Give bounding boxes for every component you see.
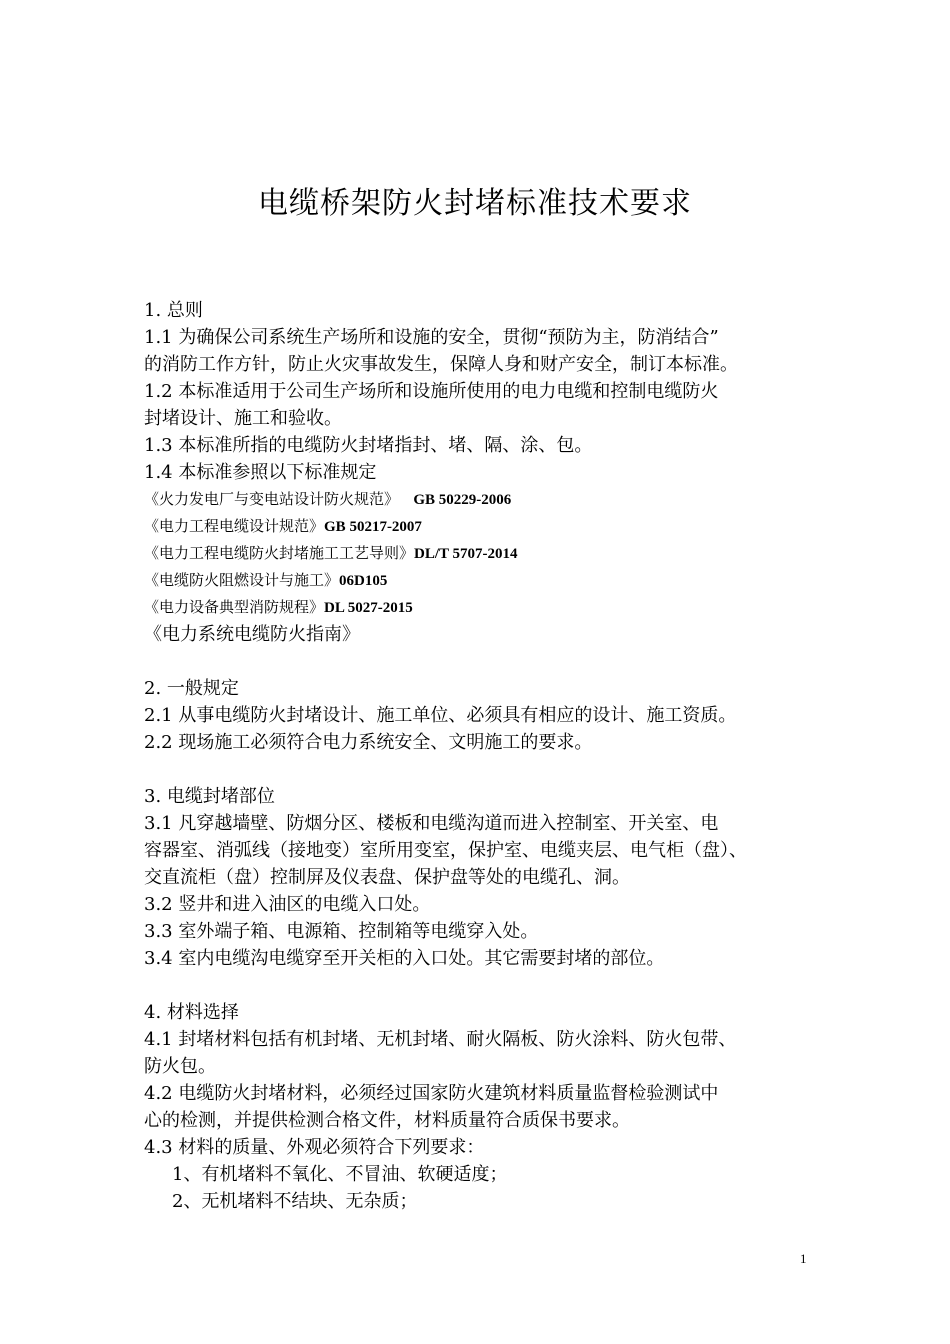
section-heading: 3. 电缆封堵部位 bbox=[144, 786, 275, 807]
paragraph-line: 3.4 室内电缆沟电缆穿至开关柜的入口处。其它需要封堵的部位。 bbox=[144, 948, 665, 969]
spacer bbox=[144, 756, 824, 783]
paragraph-line: 封堵设计、施工和验收。 bbox=[144, 408, 342, 429]
paragraph-line: 1.3 本标准所指的电缆防火封堵指封、堵、隔、涂、包。 bbox=[144, 435, 593, 456]
reference-code: DL 5027-2015 bbox=[324, 600, 413, 616]
reference-item bbox=[144, 594, 824, 621]
paragraph-line: 1.4 本标准参照以下标准规定 bbox=[144, 462, 377, 483]
paragraph-line: 容器室、消弧线（接地变）室所用变室，保护室、电缆夹层、电气柜（盘）、 bbox=[144, 840, 747, 861]
spacer bbox=[144, 648, 824, 675]
paragraph-line: 的消防工作方针，防止火灾事故发生，保障人身和财产安全，制订本标准。 bbox=[144, 354, 738, 375]
paragraph-line: 交直流柜（盘）控制屏及仪表盘、保护盘等处的电缆孔、洞。 bbox=[144, 867, 630, 888]
paragraph-line: 1.1 为确保公司系统生产场所和设施的安全，贯彻“预防为主，防消结合” bbox=[144, 327, 719, 348]
paragraph-line: 1.2 本标准适用于公司生产场所和设施所使用的电力电缆和控制电缆防火 bbox=[144, 381, 719, 402]
paragraph-line: 4.2 电缆防火封堵材料，必须经过国家防火建筑材料质量监督检验测试中 bbox=[144, 1083, 719, 1104]
reference-item bbox=[144, 513, 824, 540]
reference-name: 《火力发电厂与变电站设计防火规范》 bbox=[144, 490, 400, 508]
list-item: 1、有机堵料不氧化、不冒油、软硬适度； bbox=[172, 1164, 508, 1185]
reference-item: 《电力系统电缆防火指南》 bbox=[144, 624, 360, 645]
reference-name: 《电力工程电缆设计规范》 bbox=[144, 517, 325, 535]
paragraph-line: 4.3 材料的质量、外观必须符合下列要求： bbox=[144, 1137, 485, 1158]
reference-name: 《电力工程电缆防火封堵施工工艺导则》 bbox=[144, 544, 415, 562]
paragraph-line: 3.1 凡穿越墙壁、防烟分区、楼板和电缆沟道而进入控制室、开关室、电 bbox=[144, 813, 719, 834]
list-item: 2、无机堵料不结块、无杂质； bbox=[172, 1191, 418, 1212]
reference-code: 06D105 bbox=[339, 573, 388, 589]
reference-name: 《电缆防火阻燃设计与施工》 bbox=[144, 571, 340, 589]
paragraph-line: 心的检测，并提供检测合格文件，材料质量符合质保书要求。 bbox=[144, 1110, 630, 1131]
page-title: 电缆桥架防火封堵标准技术要求 bbox=[258, 186, 692, 221]
reference-item bbox=[144, 540, 824, 567]
paragraph-line: 2.1 从事电缆防火封堵设计、施工单位、必须具有相应的设计、施工资质。 bbox=[144, 705, 737, 726]
reference-item bbox=[144, 567, 824, 594]
page-number: 1 bbox=[800, 1251, 807, 1266]
paragraph-line: 3.2 竖井和进入油区的电缆入口处。 bbox=[144, 894, 431, 915]
section-heading: 2. 一般规定 bbox=[144, 678, 239, 699]
reference-code: DL/T 5707-2014 bbox=[414, 546, 518, 562]
paragraph-line: 4.1 封堵材料包括有机封堵、无机封堵、耐火隔板、防火涂料、防火包带、 bbox=[144, 1029, 737, 1050]
document-body bbox=[144, 297, 824, 1215]
section-heading: 1. 总则 bbox=[144, 300, 203, 321]
reference-name: 《电力设备典型消防规程》 bbox=[144, 598, 325, 616]
reference-code: GB 50217-2007 bbox=[324, 519, 422, 535]
section-heading: 4. 材料选择 bbox=[144, 1002, 239, 1023]
paragraph-line: 3.3 室外端子箱、电源箱、控制箱等电缆穿入处。 bbox=[144, 921, 539, 942]
reference-item bbox=[144, 486, 824, 513]
paragraph-line: 防火包。 bbox=[144, 1056, 216, 1077]
spacer bbox=[144, 972, 824, 999]
reference-code: GB 50229-2006 bbox=[413, 492, 512, 508]
paragraph-line: 2.2 现场施工必须符合电力系统安全、文明施工的要求。 bbox=[144, 732, 593, 753]
